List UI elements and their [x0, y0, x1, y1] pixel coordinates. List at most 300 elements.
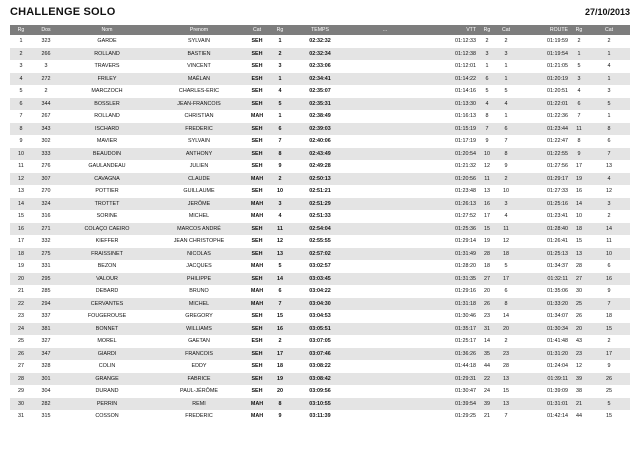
cell-vtt-rank: 20 — [484, 288, 490, 294]
table-row — [10, 310, 630, 323]
cell-vtt-cat: 8 — [504, 150, 508, 157]
cell-vtt-rank: 15 — [484, 225, 490, 232]
cell-rank: 17 — [18, 238, 24, 244]
cell-vtt-time: 01:20:56 — [455, 175, 476, 182]
cell-cat-rank: 20 — [277, 388, 283, 394]
cell-vtt-time: 01:31:18 — [455, 300, 476, 307]
cell-ellipsis — [350, 385, 420, 398]
cell-route-rank: 30 — [576, 288, 582, 294]
cell-vtt-rank: 39 — [484, 400, 490, 407]
cell-cat-rank: 14 — [277, 275, 283, 282]
cell-cat: ESH — [251, 75, 263, 82]
cell-firstname: PAUL-JÉRÔME — [180, 388, 218, 394]
cell-route-cat: 3 — [607, 88, 611, 94]
cell-ellipsis — [350, 235, 420, 248]
cell-time: 02:33:06 — [309, 63, 331, 69]
cell-ellipsis — [350, 310, 420, 323]
cell-time: 03:10:55 — [309, 400, 331, 407]
cell-cat: ESH — [251, 338, 263, 344]
cell-vtt-rank: 18 — [484, 263, 490, 269]
cell-firstname: VINCENT — [187, 63, 211, 69]
table-row — [10, 248, 630, 261]
cell-rank: 19 — [18, 263, 24, 269]
cell-name: ROLLAND — [94, 50, 120, 57]
cell-route-time: 01:26:41 — [547, 238, 568, 244]
cell-route-rank: 23 — [576, 350, 582, 357]
cell-route-cat: 5 — [607, 100, 611, 107]
col-header-bib: Dos — [41, 27, 51, 33]
cell-cat: MAH — [250, 200, 264, 207]
col-header-route: ROUTE — [549, 27, 568, 33]
cell-vtt-cat: 2 — [504, 38, 508, 44]
cell-firstname: CHRISTIAN — [184, 113, 214, 119]
cell-cat: SEH — [251, 363, 263, 369]
table-row — [10, 348, 630, 361]
cell-firstname: MICHEL — [188, 213, 210, 219]
cell-firstname: GREGORY — [185, 313, 213, 319]
cell-route-rank: 18 — [576, 225, 582, 232]
table-row — [10, 110, 630, 123]
cell-time: 02:34:41 — [309, 75, 331, 82]
cell-vtt-time: 01:12:01 — [455, 63, 476, 69]
cell-cat-rank: 5 — [278, 100, 282, 107]
cell-cat-rank: 6 — [278, 125, 282, 132]
cell-ellipsis — [350, 260, 420, 273]
cell-vtt-time: 01:29:25 — [455, 413, 476, 419]
cell-route-cat: 11 — [606, 238, 612, 244]
cell-route-cat: 15 — [606, 413, 612, 419]
cell-route-time: 01:19:54 — [547, 50, 568, 57]
cell-vtt-rank: 10 — [484, 150, 490, 157]
cell-vtt-time: 01:29:31 — [455, 375, 476, 382]
cell-rank: 11 — [18, 163, 24, 169]
cell-route-cat: 2 — [607, 213, 611, 219]
cell-vtt-time: 01:31:35 — [455, 275, 476, 282]
cell-vtt-cat: 1 — [504, 113, 508, 119]
cell-ellipsis — [350, 60, 420, 73]
cell-rank: 7 — [19, 113, 23, 119]
cell-bib: 333 — [41, 150, 51, 157]
cell-route-rank: 7 — [577, 113, 581, 119]
col-header-firstname: Prenom — [189, 27, 209, 33]
cell-cat: SEH — [251, 325, 263, 332]
cell-name: BONNET — [95, 325, 119, 332]
cell-cat: MAH — [250, 175, 264, 182]
cell-cat-rank: 11 — [277, 225, 283, 232]
cell-route-rank: 5 — [577, 63, 581, 69]
cell-bib: 271 — [41, 225, 51, 232]
cell-rank: 23 — [18, 313, 24, 319]
cell-route-rank: 12 — [576, 363, 582, 369]
cell-rank: 9 — [19, 138, 23, 144]
cell-rank: 13 — [18, 188, 24, 194]
cell-route-cat: 9 — [607, 363, 611, 369]
cell-rank: 18 — [18, 250, 24, 257]
cell-ellipsis — [350, 410, 420, 423]
cell-vtt-rank: 3 — [485, 50, 489, 57]
cell-cat: MAH — [250, 300, 264, 307]
cell-time: 02:51:29 — [309, 200, 331, 207]
cell-cat-rank: 3 — [278, 200, 282, 207]
cell-firstname: CLAUDE — [188, 175, 210, 182]
cell-firstname: JACQUES — [186, 263, 212, 269]
cell-vtt-cat: 3 — [504, 200, 508, 207]
cell-cat: SEH — [251, 50, 263, 57]
cell-route-rank: 21 — [576, 400, 582, 407]
cell-vtt-rank: 5 — [485, 88, 489, 94]
cell-route-time: 01:34:07 — [547, 313, 568, 319]
cell-vtt-time: 01:27:52 — [455, 213, 476, 219]
page-header — [10, 6, 630, 20]
cell-time: 03:04:30 — [309, 300, 331, 307]
cell-cat-rank: 6 — [278, 288, 282, 294]
cell-vtt-cat: 5 — [504, 263, 508, 269]
cell-route-cat: 4 — [607, 175, 611, 182]
cell-route-rank: 25 — [576, 300, 582, 307]
cell-vtt-cat: 28 — [503, 363, 509, 369]
cell-time: 03:07:05 — [309, 338, 331, 344]
cell-route-cat: 12 — [606, 188, 612, 194]
cell-name: PERRIN — [96, 400, 118, 407]
cell-vtt-rank: 13 — [484, 188, 490, 194]
cell-name: FOUGEROUSE — [87, 313, 127, 319]
cell-ellipsis — [350, 398, 420, 411]
cell-vtt-time: 01:23:48 — [455, 188, 476, 194]
col-header-name: Nom — [101, 27, 113, 33]
cell-route-time: 01:20:19 — [547, 75, 568, 82]
cell-route-cat: 3 — [607, 200, 611, 207]
cell-cat-rank: 3 — [278, 63, 282, 69]
cell-vtt-cat: 15 — [503, 388, 509, 394]
cell-route-cat: 17 — [606, 350, 612, 357]
cell-vtt-time: 01:39:54 — [455, 400, 476, 407]
table-row — [10, 123, 630, 136]
cell-cat-rank: 10 — [277, 188, 283, 194]
cell-vtt-cat: 23 — [503, 350, 509, 357]
cell-rank: 25 — [18, 338, 24, 344]
col-header-route-rank: Rg — [575, 27, 583, 33]
cell-time: 03:11:39 — [309, 413, 331, 419]
cell-route-time: 01:33:20 — [547, 300, 568, 307]
cell-ellipsis — [350, 285, 420, 298]
cell-firstname: CHARLES-ERIC — [178, 88, 220, 94]
cell-vtt-time: 01:29:16 — [455, 288, 476, 294]
cell-vtt-rank: 2 — [485, 38, 489, 44]
cell-cat-rank: 5 — [278, 263, 282, 269]
cell-vtt-cat: 7 — [504, 413, 508, 419]
table-row — [10, 260, 630, 273]
cell-name: KIEFFER — [95, 238, 119, 244]
cell-ellipsis — [350, 335, 420, 348]
cell-time: 02:32:34 — [309, 50, 331, 57]
cell-time: 03:05:51 — [309, 325, 331, 332]
cell-vtt-rank: 44 — [484, 363, 490, 369]
cell-firstname: PHILIPPE — [186, 275, 212, 282]
cell-route-rank: 27 — [576, 275, 582, 282]
cell-bib: 332 — [41, 238, 51, 244]
table-row — [10, 73, 630, 86]
cell-rank: 12 — [18, 175, 24, 182]
cell-cat: SEH — [251, 163, 263, 169]
cell-vtt-cat: 14 — [503, 313, 509, 319]
cell-ellipsis — [350, 160, 420, 173]
cell-route-cat: 8 — [607, 125, 611, 132]
cell-vtt-rank: 31 — [484, 325, 490, 332]
cell-route-time: 01:27:56 — [547, 163, 568, 169]
cell-vtt-rank: 7 — [485, 125, 489, 132]
cell-route-rank: 19 — [576, 175, 582, 182]
cell-route-time: 01:42:14 — [547, 413, 568, 419]
cell-route-cat: 2 — [607, 338, 611, 344]
cell-vtt-cat: 7 — [504, 138, 508, 144]
cell-bib: 266 — [41, 50, 51, 57]
cell-time: 03:04:22 — [309, 288, 331, 294]
table-row — [10, 385, 630, 398]
cell-time: 02:50:13 — [309, 175, 331, 182]
cell-firstname: MAÊLAN — [187, 75, 211, 82]
cell-vtt-cat: 3 — [504, 50, 508, 57]
cell-route-time: 01:23:41 — [547, 213, 568, 219]
cell-ellipsis — [350, 323, 420, 336]
cell-rank: 28 — [18, 375, 24, 382]
cell-vtt-cat: 4 — [504, 100, 508, 107]
cell-bib: 275 — [41, 250, 51, 257]
cell-vtt-time: 01:14:22 — [455, 75, 476, 82]
cell-cat: SEH — [251, 313, 263, 319]
cell-route-cat: 1 — [607, 113, 611, 119]
cell-bib: 267 — [41, 113, 51, 119]
cell-vtt-time: 01:25:17 — [455, 338, 476, 344]
cell-bib: 285 — [41, 288, 51, 294]
cell-firstname: EDDY — [191, 363, 207, 369]
cell-ellipsis — [350, 123, 420, 136]
cell-rank: 14 — [18, 200, 24, 207]
cell-route-time: 01:19:59 — [547, 38, 568, 44]
cell-route-time: 01:24:04 — [547, 363, 568, 369]
cell-cat: MAH — [250, 213, 264, 219]
cell-route-rank: 1 — [577, 50, 581, 57]
cell-vtt-cat: 20 — [503, 325, 509, 332]
table-row — [10, 173, 630, 186]
cell-route-time: 01:39:09 — [547, 388, 568, 394]
cell-firstname: JERÔME — [187, 200, 211, 207]
cell-firstname: BRUNO — [189, 288, 209, 294]
cell-route-rank: 20 — [576, 325, 582, 332]
cell-name: GAULANDEAU — [88, 163, 126, 169]
cell-firstname: NICOLAS — [187, 250, 211, 257]
cell-vtt-cat: 10 — [503, 188, 509, 194]
cell-time: 03:08:42 — [309, 375, 331, 382]
cell-bib: 315 — [41, 413, 51, 419]
cell-vtt-rank: 8 — [485, 113, 489, 119]
cell-route-cat: 6 — [607, 263, 611, 269]
cell-vtt-rank: 1 — [485, 63, 489, 69]
cell-time: 03:04:53 — [309, 313, 331, 319]
cell-bib: 347 — [41, 350, 51, 357]
cell-rank: 1 — [19, 38, 23, 44]
cell-rank: 10 — [18, 150, 24, 157]
cell-firstname: JEAN-FRANCOIS — [177, 100, 221, 107]
cell-vtt-time: 01:15:19 — [455, 125, 476, 132]
cell-rank: 20 — [18, 275, 24, 282]
cell-name: GRANGE — [95, 375, 119, 382]
cell-route-cat: 25 — [606, 388, 612, 394]
cell-bib: 270 — [41, 188, 51, 194]
cell-bib: 328 — [41, 363, 51, 369]
cell-ellipsis — [350, 198, 420, 211]
cell-time: 03:08:22 — [309, 363, 331, 369]
cell-vtt-rank: 35 — [484, 350, 490, 357]
cell-bib: 307 — [41, 175, 51, 182]
cell-ellipsis — [350, 48, 420, 61]
cell-vtt-rank: 14 — [484, 338, 490, 344]
cell-vtt-time: 01:12:33 — [455, 38, 476, 44]
table-row — [10, 160, 630, 173]
table-header-row — [10, 25, 630, 35]
table-row — [10, 323, 630, 336]
cell-bib: 324 — [41, 200, 51, 207]
cell-bib: 343 — [41, 125, 51, 132]
page-title: CHALLENGE SOLO — [10, 6, 116, 18]
cell-vtt-cat: 18 — [503, 250, 509, 257]
cell-name: COSSON — [95, 413, 119, 419]
cell-vtt-time: 01:13:30 — [455, 100, 476, 107]
cell-route-time: 01:39:11 — [547, 375, 568, 382]
cell-route-rank: 9 — [577, 150, 581, 157]
cell-route-rank: 14 — [576, 200, 582, 207]
cell-cat-rank: 7 — [278, 300, 282, 307]
cell-vtt-cat: 8 — [504, 300, 508, 307]
table-row — [10, 285, 630, 298]
cell-route-time: 01:35:06 — [547, 288, 568, 294]
cell-time: 03:07:46 — [309, 350, 331, 357]
cell-bib: 323 — [41, 38, 51, 44]
cell-vtt-rank: 26 — [484, 300, 490, 307]
cell-time: 02:55:55 — [309, 238, 331, 244]
cell-cat-rank: 4 — [278, 88, 282, 94]
cell-cat: SEH — [251, 275, 263, 282]
cell-ellipsis — [350, 148, 420, 161]
cell-route-cat: 13 — [606, 163, 612, 169]
table-row — [10, 135, 630, 148]
cell-ellipsis — [350, 298, 420, 311]
table-row — [10, 98, 630, 111]
cell-bib: 3 — [44, 63, 48, 69]
cell-bib: 331 — [41, 263, 51, 269]
cell-vtt-time: 01:14:16 — [455, 88, 476, 94]
cell-route-rank: 3 — [577, 75, 581, 82]
cell-rank: 22 — [18, 300, 24, 307]
cell-route-time: 01:20:51 — [547, 88, 568, 94]
cell-cat: SEH — [251, 150, 263, 157]
cell-vtt-cat: 2 — [504, 175, 508, 182]
cell-vtt-time: 01:31:49 — [455, 250, 476, 257]
cell-cat: MAH — [250, 288, 264, 294]
table-row — [10, 410, 630, 423]
cell-vtt-time: 01:29:14 — [455, 238, 476, 244]
cell-bib: 381 — [41, 325, 51, 332]
cell-firstname: FABRICE — [187, 375, 211, 382]
table-row — [10, 60, 630, 73]
page-date: 27/10/2013 — [584, 7, 630, 17]
cell-vtt-time: 01:30:47 — [455, 388, 476, 394]
cell-route-cat: 9 — [607, 288, 611, 294]
cell-route-time: 01:22:55 — [547, 150, 568, 157]
cell-vtt-time: 01:12:38 — [455, 50, 476, 57]
cell-cat-rank: 18 — [277, 363, 283, 369]
cell-route-cat: 2 — [607, 38, 611, 44]
table-row — [10, 185, 630, 198]
cell-route-time: 01:25:16 — [547, 200, 568, 207]
cell-rank: 2 — [19, 50, 23, 57]
cell-route-cat: 1 — [607, 75, 611, 82]
cell-route-rank: 26 — [576, 313, 582, 319]
cell-cat-rank: 1 — [278, 75, 282, 82]
cell-cat: SEH — [251, 238, 263, 244]
cell-time: 02:57:02 — [309, 250, 331, 257]
cell-cat: MAH — [250, 400, 264, 407]
cell-cat-rank: 8 — [278, 150, 282, 157]
cell-vtt-rank: 24 — [484, 388, 490, 394]
cell-time: 03:02:57 — [309, 263, 331, 269]
cell-name: GARDE — [97, 38, 117, 44]
cell-bib: 301 — [41, 375, 51, 382]
table-row — [10, 235, 630, 248]
cell-route-rank: 16 — [576, 188, 582, 194]
cell-route-time: 01:28:40 — [547, 225, 568, 232]
cell-route-time: 01:22:47 — [547, 138, 568, 144]
cell-vtt-cat: 2 — [504, 338, 508, 344]
cell-vtt-rank: 9 — [485, 138, 489, 144]
cell-cat: SEH — [251, 100, 263, 107]
cell-route-time: 01:31:20 — [547, 350, 568, 357]
cell-name: DURAND — [95, 388, 119, 394]
col-header-vtt-rank: Rg — [483, 27, 491, 33]
cell-route-rank: 28 — [576, 263, 582, 269]
cell-vtt-rank: 28 — [484, 250, 490, 257]
cell-firstname: ANTHONY — [185, 150, 213, 157]
cell-route-time: 01:22:01 — [547, 100, 568, 107]
col-header-vtt-cat: Cat — [501, 27, 511, 33]
cell-route-time: 01:31:01 — [547, 400, 568, 407]
cell-time: 02:43:49 — [309, 150, 331, 157]
cell-ellipsis — [350, 248, 420, 261]
cell-rank: 5 — [19, 88, 23, 94]
cell-vtt-cat: 1 — [504, 63, 508, 69]
cell-ellipsis — [350, 273, 420, 286]
cell-route-rank: 11 — [576, 125, 582, 132]
cell-route-rank: 6 — [577, 100, 581, 107]
cell-cat-rank: 19 — [277, 375, 283, 382]
cell-cat-rank: 2 — [278, 338, 282, 344]
cell-route-rank: 8 — [577, 138, 581, 144]
cell-route-time: 01:27:33 — [547, 188, 568, 194]
cell-route-time: 01:21:05 — [547, 63, 568, 69]
table-row — [10, 273, 630, 286]
cell-cat-rank: 2 — [278, 175, 282, 182]
cell-vtt-time: 01:30:46 — [455, 313, 476, 319]
cell-cat-rank: 2 — [278, 50, 282, 57]
cell-vtt-rank: 17 — [484, 213, 490, 219]
cell-name: GIARDI — [97, 350, 117, 357]
cell-cat: SEH — [251, 388, 263, 394]
cell-cat: SEH — [251, 125, 263, 132]
cell-route-rank: 15 — [576, 238, 582, 244]
cell-firstname: SYLVAIN — [188, 138, 210, 144]
cell-time: 02:35:07 — [309, 88, 331, 94]
cell-route-rank: 38 — [576, 388, 582, 394]
cell-vtt-rank: 11 — [484, 175, 490, 182]
